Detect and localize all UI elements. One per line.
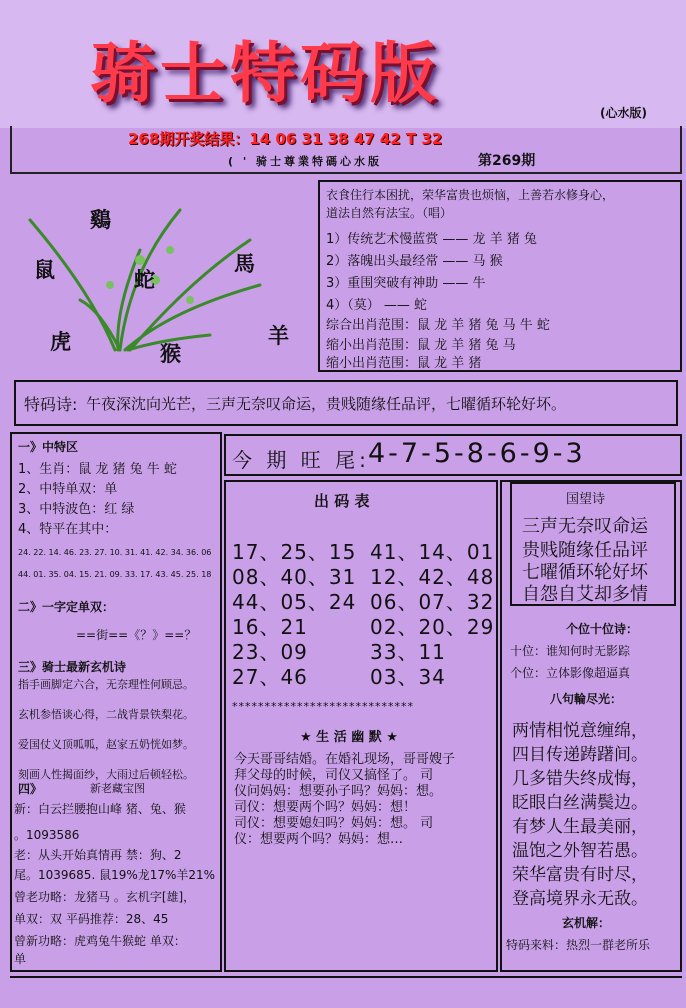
joke-line-5: 司仪：想要媳妇吗？妈妈：想。 司 <box>234 816 434 831</box>
issue-number: 第269期 <box>478 153 536 169</box>
joke-line-2: 拜父母的时候，司仪又搞怪了。 司 <box>234 768 434 783</box>
eight-lines-title: 八句輪尽光： <box>550 692 623 706</box>
eight-line-2: 四目传递踌躇间。 <box>512 745 648 765</box>
jx-title: 玄机解： <box>562 916 611 930</box>
verse-line-3: 3）重围突破有神助 —— 牛 <box>326 276 486 291</box>
joke-line-6: 仪：想要两个吗？妈妈：想… <box>234 832 404 847</box>
joke-line-4: 司仪：想要两个吗？妈妈：想！ <box>234 800 417 815</box>
poem-text: 午夜深沈向光芒，三声无奈叹命运，贵贱随缘任品评，七曜循环轮好坏。 <box>86 395 567 413</box>
section4-line-7: 曾新功略：虎鸡兔牛猴蛇 单双： <box>14 934 186 948</box>
verse-line-1: 1）传统艺术慢蓝赏 —— 龙 羊 猪 兔 <box>326 232 537 247</box>
numbers-row-4-b: 02、20、29 <box>370 615 495 639</box>
section3-line-4: 刻画人性揭面纱，大雨过后顿轻松。 <box>18 768 194 781</box>
section1-color: 3、中特波色：红 绿 <box>18 502 135 517</box>
eight-line-8: 登高境界永无敌。 <box>512 889 648 909</box>
verse-range-1: 综合出肖范围：鼠 龙 羊 猪 兔 马 牛 蛇 <box>326 318 550 333</box>
verse-line-4: 4）（莫） —— 蛇 <box>326 298 428 313</box>
eight-line-1: 两情相悦意缠绵， <box>512 721 648 741</box>
section3-line-2: 玄机参悟谈心得，二战背景铁梨花。 <box>18 708 194 721</box>
guowang-line-3: 七曜循环轮好坏 <box>522 562 648 583</box>
numbers-row-3-b: 06、07、32 <box>370 590 495 614</box>
zodiac-chicken: 鷄 <box>90 207 111 232</box>
jx-text: 特码来料：热烈一群老所乐 <box>506 938 651 952</box>
verse-range-3: 缩小出肖范围：鼠 龙 羊 猪 <box>326 356 482 371</box>
verse-range-2: 缩小出肖范围：鼠 龙 羊 猪 兔 马 <box>326 338 516 353</box>
eight-line-7: 荣华富贵有时尽， <box>512 865 648 885</box>
zodiac-monkey: 猴 <box>160 341 181 366</box>
special-poem-bar <box>14 380 678 426</box>
zodiac-rat: 鼠 <box>34 257 55 282</box>
section4-line-1: 新：白云拦腰抱山峰 猪、兔、猴 <box>14 802 186 816</box>
guowang-line-2: 贵贱随缘任品评 <box>522 540 648 561</box>
section3-line-3: 爱国仗义顶呱呱，赵家五奶恍如梦。 <box>18 738 194 751</box>
section4-line-3: 老：从头开始真情再 禁：狗、2 <box>14 848 182 862</box>
guowang-line-4: 自怨自艾却多情 <box>522 584 648 605</box>
verse-intro-1: 衣食住行本困扰，荣华富贵也烦恼，上善若水修身心， <box>326 188 615 202</box>
section1-title: 一》中特区 <box>18 440 79 454</box>
edition-tag: (心水版) <box>600 106 647 120</box>
numbers-row-5-b: 33、11 <box>370 640 446 664</box>
numbers-divider: **************************** <box>232 700 414 713</box>
section1-zodiac: 1、生肖：鼠 龙 猪 兔 牛 蛇 <box>18 462 177 477</box>
section1-numbers-1: 24. 22. 14. 46. 23. 27. 10. 31. 41. 42. 34. 36. 06 <box>18 548 212 557</box>
footer-divider <box>10 976 682 1004</box>
page-title: 骑士特码版 <box>90 34 440 112</box>
numbers-row-1-a: 17、25、15 <box>232 540 357 564</box>
tagline: ( ' 骑士尊業特碼心水版 <box>228 155 383 168</box>
section2-title: 二》一字定单双： <box>18 600 115 614</box>
section4-line-6: 单双：双 平码推荐：28、45 <box>14 912 169 926</box>
zodiac-sheep: 羊 <box>268 323 289 348</box>
eight-line-5: 有梦人生最美丽， <box>512 817 648 837</box>
tail-label: 今 期 旺 尾: <box>232 448 370 472</box>
eight-line-4: 眨眼白丝满鬓边。 <box>512 793 648 813</box>
previous-result: 268期开奖结果：14 06 31 38 47 42 T 32 <box>128 130 443 148</box>
numbers-row-2-b: 12、42、48 <box>370 565 495 589</box>
joke-line-1: 今天哥哥结婚。在婚礼现场，哥哥嫂子 <box>234 752 456 767</box>
zodiac-tiger: 虎 <box>50 329 71 354</box>
numbers-row-1-b: 41、14、01 <box>370 540 495 564</box>
numbers-row-4-a: 16、21 <box>232 615 308 639</box>
guowang-line-1: 三声无奈叹命运 <box>522 516 648 537</box>
numbers-row-6-a: 27、46 <box>232 665 308 689</box>
section4-subtitle: 新老藏宝图 <box>90 782 145 795</box>
section1-numbers-2: 44. 01. 35. 04. 15. 21. 09. 33. 17. 43. 45. 25. 18 <box>18 570 212 579</box>
verse-line-2: 2）落魄出头最经常 —— 马 猴 <box>326 254 503 269</box>
joke-line-3: 仪问妈妈：想要孙子吗？妈妈：想。 <box>234 784 443 799</box>
section3-title: 三》骑士最新玄机诗 <box>18 660 127 674</box>
section4-title: 四》 <box>18 782 43 796</box>
numbers-row-6-b: 03、34 <box>370 665 446 689</box>
eight-line-6: 温饱之外智若愚。 <box>512 841 648 861</box>
numbers-title: 出 码 表 <box>314 492 370 510</box>
section1-oddeven: 2、中特单双：单 <box>18 482 118 497</box>
verse-intro-2: 道法自然有法宝。（唱） <box>326 206 453 220</box>
tail-value: 4-7-5-8-6-9-3 <box>368 438 586 469</box>
left-column <box>10 432 222 972</box>
tens-poem: 十位：谁知何时无影踪 <box>510 644 631 658</box>
numbers-row-5-a: 23、09 <box>232 640 308 664</box>
joke-title: ★ 生 活 幽 默 ★ <box>300 730 398 745</box>
eight-line-3: 几多错失终成悔， <box>512 769 648 789</box>
section4-line-4: 尾。1039685. 鼠19%龙17%羊21% <box>14 868 216 882</box>
section4-line-5: 曾老功略：龙猪马 。玄机字[雄]， <box>14 890 196 904</box>
guowang-title: 国望诗 <box>566 492 606 507</box>
section2-text: ==街==《？》==？ <box>76 628 197 642</box>
numbers-row-2-a: 08、40、31 <box>232 565 357 589</box>
verse-box <box>318 180 682 372</box>
numbers-row-3-a: 44、05、24 <box>232 590 357 614</box>
zodiac-snake: 蛇 <box>134 267 155 292</box>
ones-poem: 个位：立体影像超逼真 <box>510 666 631 680</box>
poem-label: 特码诗: <box>24 395 78 414</box>
section4-line-8: 单 <box>14 952 27 966</box>
section1-flat: 4、特平在其中： <box>18 522 118 537</box>
section3-line-1: 指手画脚定六合，无奈理性何顾忌。 <box>18 678 194 691</box>
section4-line-2: 。1093586 <box>14 828 80 842</box>
digits-title: 个位十位诗： <box>566 622 639 636</box>
zodiac-horse: 馬 <box>234 251 255 276</box>
